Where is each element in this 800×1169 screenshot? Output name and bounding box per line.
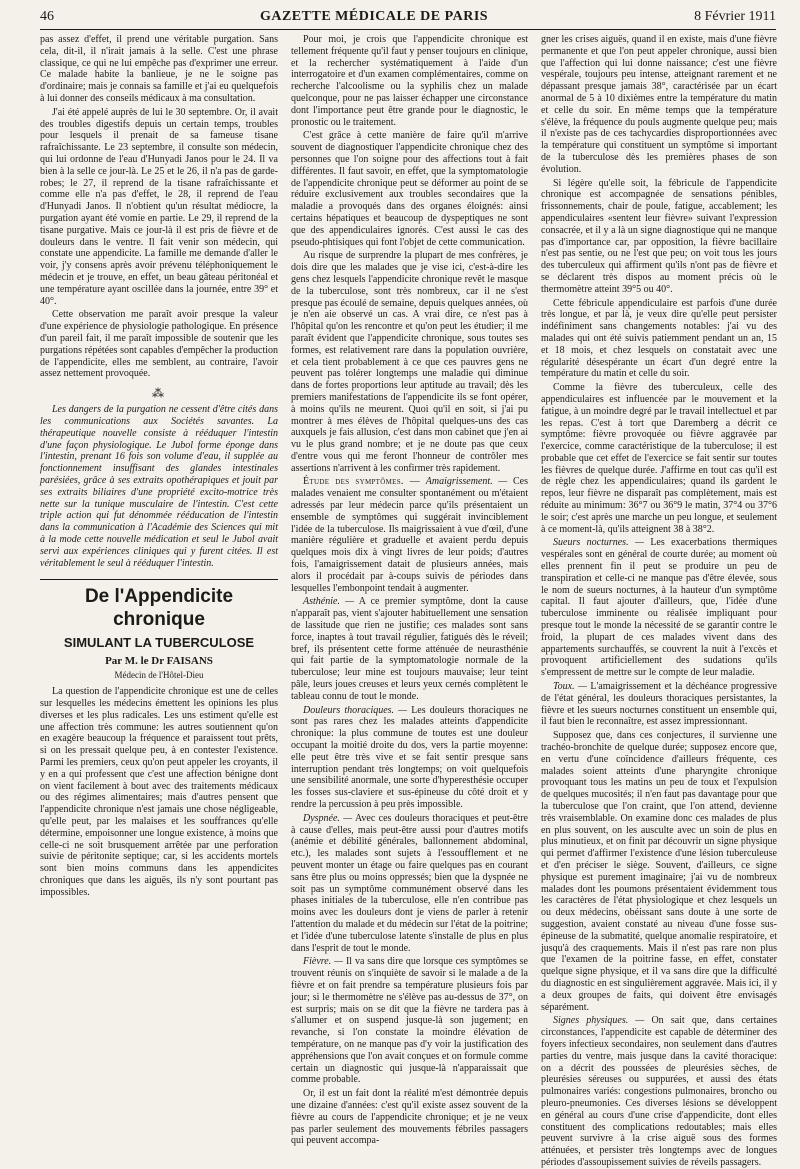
paragraph: pas assez d'effet, il prend une véritable purgation. Sans cela, dit-il, il n'irait jamais à la selle. C'est une phrase classique, ce qui ne lui empêche pas d'exprimer une erreur. Ce malade habite la banlieue, je ne le soigne pas d'ordinaire; mais je connais sa famille et j'ai eu quelquefois à lui donner des conseils médicaux à ma consultation. — [40, 34, 278, 104]
author-affiliation: Médecin de l'Hôtel-Dieu — [114, 669, 204, 680]
section-text: A ce premier symptôme, dont la cause n'apparaît pas, vient s'ajouter habituellement une sensation de lassitude que rien ne justifie; ces malades sont sans force, inaptes à tout travail régulier, fatigués dès le réveil; bref, ils présentent cette forme atténuée de neurasthénie qui fait partie de la symptomatologie normale de la tuberculose; leur mine est toujours mauvaise; leur teint pâle, leurs joues creuses et leurs yeux cernés complètent le tableau connu de tout le monde. — [291, 596, 529, 702]
section-text: Avec ces douleurs thoraciques et peut-être à cause d'elles, mais peut-être aussi pour d'autres motifs (anémie et débilité générales, ballonnement abdominal, etc.), les malades sont sujets à l'essoufflement et ne peuvent monter un étage ou faire quelques pas en courant sans être plus ou moins oppressés; bien que la dyspnée ne soit pas un symptôme communément observé dans les phases initiales de la tuberculose, elle n'en contribue pas moins avec les douleurs dont je viens de parler à retenir l'attention du malade et du médecin sur l'état de la poitrine; et l'idée d'une tuberculose latente s'installe de plus en plus dans l'esprit de tout le monde. — [291, 812, 528, 954]
column-3 — [541, 34, 777, 1168]
section-text: Les exacerbations thermiques vespérales sont en général de courte durée; au moment où elles prennent fin il peut se produire un peu de transpiration et celle-ci ne manque pas d'être élevée, sous le nom de sueurs nocturnes, à la hauteur d'un symptôme capital. Il faut ajouter d'ailleurs, que, l'idée d'une tuberculose imminente ou réalisée impliquant pour presque tout le monde la nécessité de se garantir contre le froid, la plupart de ces malades vivent dans des appartements surchauffés, se couvrent la nuit à l'excès et provoquent artificiellement des sudations qu'ils s'empressent de mettre sur le compte de leur maladie. — [541, 537, 777, 679]
section-text: On sait que, dans certaines circonstances, l'appendicite est capable de déterminer des foyers infectieux secondaires, non seulement dans d'autres parties du ventre, mais jusque dans la cavité thoracique: on a décrit des poussées de pleurésies sèches, de pleurésies séreuses ou suppurées, et aussi des états pulmonaires variés: congestions pulmonaires, broncho ou pleuro-pneumonies. Ces diverses lésions se développent en général au cours d'une crise d'appendicite, dont elles constituent des complications redoutables; mais elles peuvent survivre à la crise aiguë sous des formes atténuées, et persister très longtemps avec de longues périodes d'assoupissement suivies de réveils passagers. — [541, 1015, 777, 1168]
section-text: L'amaigrissement et la déchéance progressive de l'état général, les douleurs thoraciques persistantes, la fièvre et les sueurs nocturnes constituent un ensemble qui, il faut bien le reconnaître, est assez impressionnant. — [541, 681, 777, 728]
issue-date: 8 Février 1911 — [694, 9, 776, 24]
paragraph: Cette observation me paraît avoir presque la valeur d'une expérience de physiologie pathologique. En présence d'un pareil fait, il me paraît impossible de soutenir que les purgations répétées sont capables d'empêcher la production de l'appendicite, elles me semblent, au contraire, l'avoir assez nettement provoquée. — [40, 309, 278, 380]
running-header — [40, 7, 776, 27]
section-lead: Douleurs thoraciques. — — [303, 704, 408, 716]
section-lead: Signes physiques. — — [553, 1015, 645, 1027]
section-text: Or, il est un fait dont la réalité m'est démontrée depuis une dizaine d'années: c'est qu'il existe assez souvent de la fièvre au cours de l'appendicite chronique; et je ne veux pas parler seulement des mouvements fébriles passagers qui peuvent accompa- — [291, 1088, 528, 1147]
paragraph: Cette fébricule appendiculaire est parfois d'une durée très longue, et par là, je veux dire qu'elle peut persister indéfiniment sans changements notables: j'ai vu des malades qui ont été suivis patiemment pendant un an, 15 et 18 mois, et chez lesquels on constatait avec une régularité désespérante un écart d'un degré entre la température du matin et celle du soir. — [541, 297, 777, 380]
section-paragraph — [541, 537, 777, 679]
paragraph: Au risque de surprendre la plupart de mes confrères, je dois dire que les malades que je vise ici, c'est-à-dire les gens chez lesquels l'appendicite chronique revêt le masque de la tuberculose, sont très nombreux, car il ne s'est presque pas écoulé de semaine, depuis quelques années, où je n'en aie observé un cas. A vrai dire, ce n'est pas à l'hôpital qu'on les rencontre et qu'on peut les étudier; il me paraît évident que l'appendicite chronique, sous toutes ses formes, est relativement rare dans la population ouvrière, et cela tient probablement à ce que ces pauvres gens ne peuvent pas tolérer longtemps une maladie qui diminue dans de fortes proportions leur aptitude au travail; dès les premiers manifestations de l'appendicite ils se font opérer, à moins qu'ils ne meurent. Quoi qu'il en soit, si j'ai pu montrer à mes élèves de l'hôpital quelques-uns des cas auxquels je fais allusion, c'est dans mon cabinet que j'en ai vu le plus grand nombre; et je ne doute pas que ceux d'entre vous qui me feront l'honneur de contrôler mes assertions n'arrivent à les confirmer très rapidement. — [291, 250, 528, 474]
paragraph: C'est grâce à cette manière de faire qu'il m'arrive souvent de diagnostiquer l'appendicite chronique chez des personnes que l'on soigne pour des affections tout à fait différentes. Il faut savoir, en effet, que la symptomatologie de l'appendicite chronique peut se déformer au point de se réduire exclusivement aux troubles secondaires que la maladie a provoqués dans des organes éloignés: ainsi certains hépatiques et beaucoup de dyspeptiques ne sont que des appendiculaires ignorés. C'est aussi le cas des pseudo-phtisiques qui font l'objet de cette communication. — [291, 130, 528, 248]
paragraph: J'ai été appelé auprès de lui le 30 septembre. Or, il avait des troubles digestifs depuis un certain temps, troubles pour lesquels il prenait de sa fameuse tisane rafraîchissante. Le 23 septembre, il consulte son médecin, qui lui ordonne de l'eau d'Hunyadi Janos pour le 24. Il va bien à la selle ce jour-là. Le 25 et le 26, il n'a pas de garde-robes; le 27, il reprend de la tisane rafraîchissante et comme elle n'a pas d'effet, le 28, il reprend de l'eau d'Hunyadi Janos. Il n'obtient qu'un résultat médiocre, la purgation ayant été vomie en partie. Le 29, il reprend de la tisane purgative. Mais ce jour-là il est pris de fièvre et de douleurs dans le ventre. Il fait venir son médecin, qui constate une appendicite. La famille me demande d'aller le voir, j'y consens après avoir prévenu téléphoniquement le médecin et je trouve, en effet, un beau gâteau péritonéal et une température ayant oscillée dans la journée, entre 39° et 40°. — [40, 106, 278, 307]
paragraph: gner les crises aiguës, quand il en existe, mais d'une fièvre permanente et que l'on peut appeler chronique, aussi bien que l'affection qui lui donne naissance; c'est une fièvre vespérale, toujours peu intense, atteignant rarement et ne dépassant presque jamais 38°, caractérisée par un écart anormal de 5 à 10 dixièmes entre la température du matin et celle du soir. En même temps que la température s'élève, la fréquence du pouls augmente quelque peu; mais il n'existe pas de ces tachycardies disproportionnées avec la température qui constituent un symptôme si important de la tuberculose dès les premières phases de son évolution. — [541, 34, 777, 175]
column-1 — [40, 34, 278, 1086]
section-lead: Toux. — — [553, 681, 587, 693]
section-lead: Fièvre. — — [303, 956, 344, 968]
article-subtitle: SIMULANT LA TUBERCULOSE — [63, 635, 255, 651]
section-paragraph — [291, 596, 528, 702]
column-2 — [291, 34, 529, 1147]
section-text: Il va sans dire que lorsque ces symptômes se trouvent réunis on s'inquiète de savoir si le malade a de la fièvre et on fait prendre sa température plusieurs fois par jour; si le thermomètre ne s'élève pas au-dessus de 37°, on est surpris; mais on se dit que la fièvre ne tardera pas à s'allumer et on suspend jusque-là son jugement; en revanche, si l'on constate la moindre élévation de température, on ne manque pas d'y voir la justification des appréhensions que l'on avait conçues et on formule comme certain un diagnostic qui jusque-là n'apparaissait que comme probable. — [291, 956, 528, 1086]
section-lead: Asthénie. — — [303, 596, 355, 608]
section-paragraph — [291, 956, 528, 1086]
section-paragraph — [541, 1015, 777, 1168]
section-text: Ces malades venaient me consulter spontanément ou m'étaient adressés par leur médecin parce qu'ils présentaient un ensemble de symptômes qui suggérait invinciblement l'idée de la tuberculose. Ils maigrissaient à vue d'œil, d'une manière régulière et graduelle et avaient perdu depuis quelques mois dix à vingt livres de leur poids; d'autres fois, l'amaigrissement datait de plusieurs années, mais alors il procédait par à-coups suivis de périodes dans lesquelles l'embonpoint tendait à augmenter. — [291, 476, 529, 594]
paragraph — [541, 730, 777, 1013]
section-paragraph — [291, 476, 528, 594]
section-separator: ⁂ — [152, 386, 166, 401]
paragraph: Comme la fièvre des tuberculeux, celle des appendiculaires est influencée par le mouvement et la fatigue, à un moindre degré par le travail intellectuel et par les repas. C'est à tort que Daremberg a décrit ce symptôme: fièvre provoquée ou fièvre aggravée par l'exercice, comme caractéristique de la tuberculose; il est probable que cet effet de l'exercice se fait sentir sur toutes les fièvres de quelque durée. J'affirme en tout cas qu'il est de règle chez les appendiculaires; quand ils gardent le repos, leur fièvre ne disparaît pas complètement, mais est réduite au minimum: 36°7 ou 36°9 le matin, 37°4 ou 37°6 le soir; c'est après une marche un peu longue, et seulement à ce moment-là, qu'ils atteignent 38 à 38°2. — [541, 382, 777, 535]
section-lead: Sueurs nocturnes. — — [553, 537, 644, 549]
advert-paragraph: Les dangers de la purgation ne cessent d'être cités dans les communications aux Sociétés savantes. La thérapeutique nouvelle consiste à rééduquer l'intestin d'une façon physiologique. Le Jubol forme éponge dans l'intestin, prenant 16 fois son volume d'eau, il supplée au fonctionnement insuffisant des glandes intestinales parésiées, grâce à ses extraits opothérapiques et jouit par ses extraits biliaires d'une propriété excito-motrice très nette sur la tunique musculaire de l'intestin. C'est cette triple action qui fut dénommée rééducation de l'intestin dans la communication à l'Académie des Sciences qui mit à la mode cette nouvelle médication et seul le Jubol avait servi aux expériences cliniques qui y furent citées. Il est véritablement le seul à rééduquer l'intestin. — [40, 404, 278, 569]
article-title: De l'Appendicite chronique — [84, 586, 234, 630]
paragraph: La question de l'appendicite chronique est une de celles sur lesquelles les médecins émettent les opinions les plus diverses et les plus radicales. Les uns estiment qu'elle est une affection très commune: les autres soutiennent qu'on en exagère beaucoup la fréquence et paraissent tout prêts, si on les pressait quelque peu, à en contester l'existence. Parmi les premiers, ceux qu'on peut appeler les croyants, il y en a qui professent que c'est une affection bénigne dont on vient facilement à bout avec des traitements médicaux ou des régimes alimentaires; mais d'autres pensent que l'appendicite chronique n'est jamais une chose négligeable, qu'elle peut, par les malaises et les souffrances qu'elle détermine, empoisonner une longue existence, à moins que celle-ci ne soit brusquement arrêtée par une perforation suivie de péritonite septique; car, si les accidents mortels sont bien moins communs dans les appendicites chroniques que dans les aiguës, ils n'y sont pourtant pas impossibles. — [40, 686, 278, 898]
section-text: Supposez que, dans ces conjectures, il survienne une trachéo-bronchite de quelque durée; supposez encore que, en vertu d'une coïncidence d'ailleurs fréquente, ces malades soient atteints d'une pharyngite chronique provoquant tous les matins un peu de toux et l'expulsion de quelques mucosités; il n'en faut pas davantage pour que la tuberculose que l'on craint, que l'on attend, devienne très vraisemblable. On examine donc ces malades de plus en plus souvent, on les ausculte avec un soin de plus en plus minutieux, et on finit par découvrir un signe physique qui permet d'affirmer l'existence d'une lésion tuberculeuse et d'en préciser le siège. Souvent, d'ailleurs, ce signe physique est purement imaginaire; j'ai vu de nombreux malades dont les poumons présentaient évidemment tous les caractères de l'état physiologique et chez lesquels un ou deux médecins, obéissant sans doute à une sorte de suggestion, avaient constaté au niveau d'une fosse sus-épineuse de la submatité, quelque anomalie respiratoire, et jusqu'à des craquements. Mais il n'est pas rare non plus que l'examen de la poitrine fasse, en effet, constater quelque signe physique, et il va sans dire que la difficulté du diagnostic en est singulièrement aggravée. Mais ici, il y a deux groupes de faits, qui doivent être envisagés séparément. — [541, 730, 777, 1013]
article-author: Par M. le Dr FAISANS — [105, 654, 213, 667]
section-text: Les douleurs thoraciques ne sont pas rares chez les malades atteints d'appendicite chronique: la plus commune de toutes est une douleur occupant la moitié droite du dos, vers la partie moyenne: elle peut être très vive et se fait sentir presque sans interruption pendant très longtemps; on voit quelquefois une sensibilité anormale, une sorte d'hyperesthésie occuper les fosses sus-claviere et sus-épineuse du côté droit et y rendre la percussion à peu près impossible. — [291, 704, 528, 810]
paragraph — [291, 1088, 528, 1147]
section-paragraph — [291, 813, 528, 955]
section-heading: Étude des symptômes. — — [303, 476, 421, 488]
page-number: 46 — [40, 9, 54, 24]
article-rule — [40, 579, 278, 580]
paragraph: Pour moi, je crois que l'appendicite chronique est tellement fréquente qu'il faut y penser toujours en clinique, et la rechercher systématiquement à l'aide d'un interrogatoire et d'un examen complémentaires, comme on recherche l'alcoolisme ou la syphilis chez un malade quelconque, pour ne pas laisser échapper une circonstance dont l'importance peut être grande pour le diagnostic, le pronostic ou le traitement. — [291, 34, 528, 128]
header-rule — [40, 29, 776, 30]
section-lead: Amaigrissement. — — [425, 476, 508, 488]
section-paragraph — [541, 681, 777, 728]
paragraph: Si légère qu'elle soit, la fébricule de l'appendicite chronique est accompagnée de sensations pénibles, frissonnements, chair de poule, fatigue, accablement; les appendiculaires «sentent leur fièvre» suivant l'expression consacrée, et il y a là un signe diagnostique qui ne manque pas d'importance car, par opposition, la fièvre bacillaire n'est pas sentie, ou ne l'est que peu; on voit tous les jours des tuberculeux qui affirment qu'ils n'ont pas de fièvre et se déclarent très dispos au moment précis où le thermomètre atteint 39°5 ou 40°. — [541, 177, 777, 295]
section-lead: Dyspnée. — — [303, 812, 353, 824]
section-paragraph — [291, 705, 528, 811]
journal-title: GAZETTE MÉDICALE DE PARIS — [259, 9, 489, 24]
